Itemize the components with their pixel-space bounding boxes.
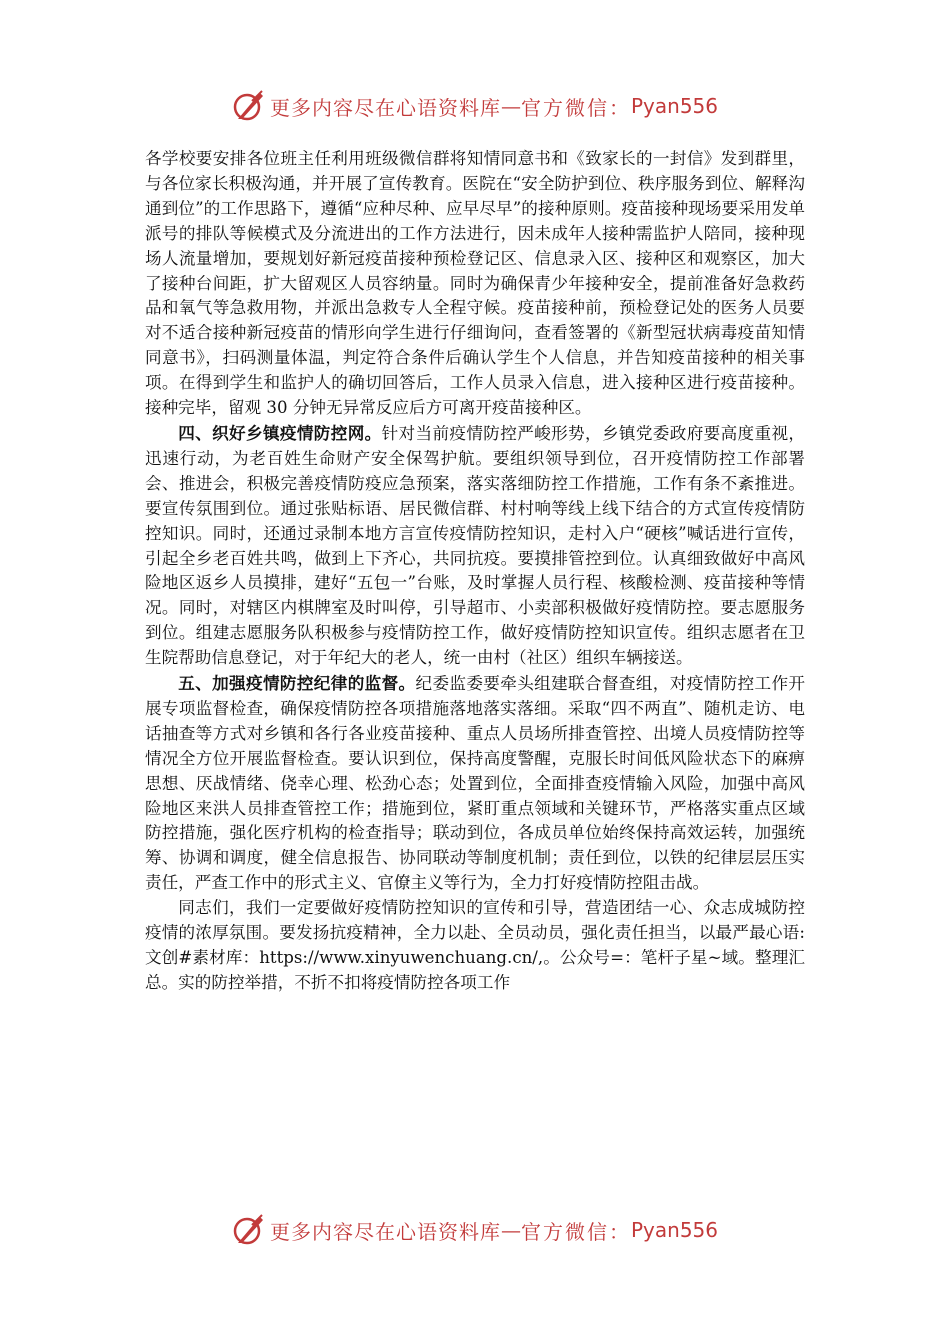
- banner-wechat-label: 官方微信：: [520, 95, 631, 120]
- paragraph-text: 针对当前疫情防控严峻形势，乡镇党委政府要高度重视，迅速行动，为老百姓生命财产安全保驾护航。要组织领导到位，召开疫情防控工作部署会、推进会，积极完善疫情防疫应急预案，落实落细防控工作措施，工作有条不紊推进。要宣传氛围到位。通过张贴标语、居民微信群、村村响等线上线下结合的方式宣传疫情防控知识。同时，还通过录制本地方言宣传疫情防控知识，走村入户“硬核”喊话进行宣传，引起全乡老百姓共鸣，做到上下齐心，共同抗疫。要摸排管控到位。认真细致做好中高风险地区返乡人员摸排，建好“五包一”台账，及时掌握人员行程、核酸检测、疫苗接种等情况。同时，对辖区内棋牌室及时叫停，引导超市、小卖部积极做好疫情防控。要志愿服务到位。组建志愿服务队积极参与疫情防控工作，做好疫情防控知识宣传。组织志愿者在卫生院帮助信息登记，对于年纪大的老人，统一由村（社区）组织车辆接送。: [145, 423, 805, 668]
- paragraph-text: 各学校要安排各位班主任利用班级微信群将知情同意书和《致家长的一封信》发到群里，与各位家长积极沟通，并开展了宣传教育。医院在“安全防护到位、秩序服务到位、解释沟通到位”的工作思路下，遵循“应种尽种、应早尽早”的接种原则。疫苗接种现场要采用发单派号的排队等候模式及分流进出的工作方法进行，因未成年人接种需监护人陪同，接种现场人流量增加，要规划好新冠疫苗接种预检登记区、信息录入区、接种区和观察区，加大了接种台间距，扩大留观区人员容纳量。同时为确保青少年接种安全，提前准备好急救药品和氧气等急救用物，并派出急救专人全程守候。疫苗接种前，预检登记处的医务人员要对不适合接种新冠疫苗的情形向学生进行仔细询问，查看签署的《新型冠状病毒疫苗知情同意书》，扫码测量体温，判定符合条件后确认学生个人信息，并告知疫苗接种的相关事项。在得到学生和监护人的确切回答后，工作人员录入信息，进入接种区进行疫苗接种。接种完毕，留观 30 分钟无异常反应后方可离开疫苗接种区。: [145, 149, 805, 418]
- banner-wechat-id: Pyan556: [630, 1218, 718, 1242]
- paragraph-text: 同志们，我们一定要做好疫情防控知识的宣传和引导，营造团结一心、众志成城防控疫情的浓厚氛围。要发扬抗疫精神，全力以赴、全员动员，强化责任担当，以最严最心语:文创#素材库：https://www.xinyuwenchuang.cn/,。公众号=：笔杆子星~域。整理汇总。实的防控举措，不折不扣将疫情防控各项工作: [145, 898, 805, 992]
- header-banner: [0, 84, 950, 128]
- banner-text: 更多内容尽在心语资料库: [269, 95, 501, 120]
- document-body: [145, 147, 805, 996]
- banner-separator: —: [500, 1218, 521, 1242]
- paragraph: [145, 147, 805, 421]
- banner-wechat-id: Pyan556: [630, 94, 718, 118]
- footer-banner: [0, 1208, 950, 1252]
- paragraph-text: 纪委监委要牵头组建联合督查组，对疫情防控工作开展专项监督检查，确保疫情防控各项措施落地落实落细。采取“四不两直”、随机走访、电话抽查等方式对乡镇和各行各业疫苗接种、重点人员场所排查管控、出境人员疫情防控等情况全方位开展监督检查。要认识到位，保持高度警醒，克服长时间低风险状态下的麻痹思想、厌战情绪、侥幸心理、松劲心态；处置到位，全面排查疫情输入风险，加强中高风险地区来洪人员排查管控工作；措施到位，紧盯重点领域和关键环节，严格落实重点区域防控措施，强化医疗机构的检查指导；联动到位，各成员单位始终保持高效运转，加强统筹、协调和调度，健全信息报告、协同联动等制度机制；责任到位，以铁的纪律层层压实责任，严查工作中的形式主义、官僚主义等行为，全力打好疫情防控阻击战。: [145, 674, 806, 893]
- quill-logo-icon: [232, 1213, 266, 1247]
- paragraph: [145, 421, 805, 671]
- quill-logo-icon: [232, 89, 266, 123]
- section-heading: 四、织好乡镇疫情防控网。: [178, 422, 382, 443]
- banner-separator: —: [500, 94, 521, 118]
- section-heading: 五、加强疫情防控纪律的监督。: [178, 673, 416, 694]
- banner-wechat-label: 官方微信：: [520, 1219, 631, 1244]
- paragraph: [145, 896, 805, 996]
- banner-text: 更多内容尽在心语资料库: [269, 1219, 501, 1244]
- paragraph: [145, 671, 805, 896]
